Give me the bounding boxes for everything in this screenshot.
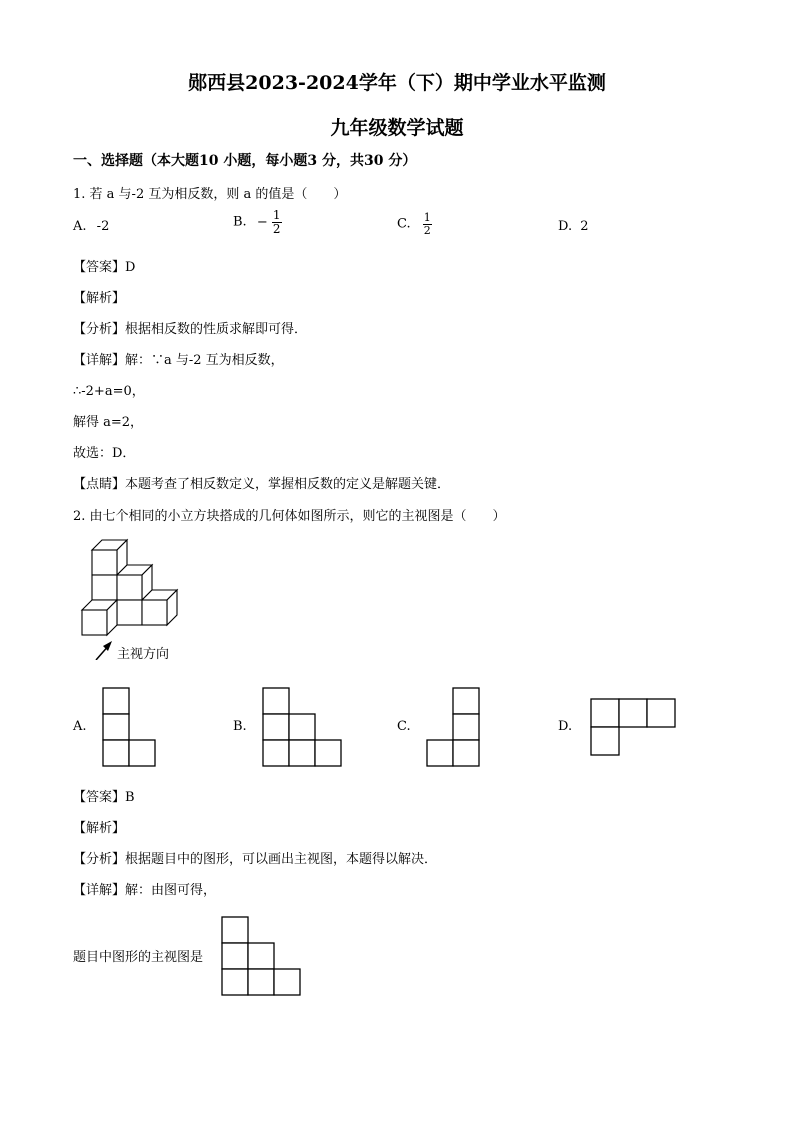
q2-answer: 【答案】B — [73, 790, 135, 805]
option-label: B. — [233, 214, 247, 230]
q2-option-b-figure — [262, 687, 342, 767]
q2-result-figure — [221, 916, 301, 996]
question-1-stem: 1. 若 a 与-2 互为相反数，则 a 的值是（ ） — [73, 187, 347, 202]
fraction-denominator: 2 — [272, 221, 281, 236]
q1-option-c — [397, 212, 432, 236]
q2-option-d-label: D. — [558, 719, 573, 734]
view-arrow-icon — [96, 641, 112, 660]
q1-analysis: 【分析】根据相反数的性质求解即可得． — [73, 322, 308, 337]
page-title: 郧西县2023-2024学年（下）期中学业水平监测 — [188, 72, 606, 94]
q1-step-2: 解得 a=2， — [73, 415, 144, 430]
q2-option-b-label: B. — [233, 719, 247, 734]
q1-option-b — [233, 209, 282, 235]
q2-option-d-figure — [590, 698, 678, 756]
q2-option-a-label: A. — [73, 719, 87, 734]
q1-comment: 【点睛】本题考查了相反数定义，掌握相反数的定义是解题关键． — [73, 477, 451, 492]
fraction — [272, 209, 282, 235]
option-label: D. — [558, 219, 573, 234]
option-value: 2 — [580, 219, 589, 234]
q2-detail: 【详解】解：由图可得， — [73, 883, 217, 898]
q2-option-c-label: C. — [397, 719, 411, 734]
fraction-numerator: 1 — [272, 208, 281, 222]
option-value: -2 — [96, 219, 110, 234]
view-direction-label: 主视方向 — [117, 647, 170, 662]
fraction-numerator: 1 — [423, 211, 431, 224]
q1-option-d — [558, 219, 589, 234]
q2-option-a-figure — [102, 687, 158, 767]
minus-sign: − — [256, 214, 268, 230]
q2-result-text: 题目中图形的主视图是 — [73, 950, 204, 965]
question-2-stem: 2. 由七个相同的小立方块搭成的几何体如图所示，则它的主视图是（ ） — [73, 509, 506, 524]
section-heading: 一、选择题（本大题10 小题，每小题3 分，共30 分） — [73, 153, 417, 169]
q1-detail: 【详解】解：∵a 与-2 互为相反数， — [73, 353, 284, 368]
cube-stack-figure — [78, 538, 188, 660]
fraction-denominator: 2 — [423, 223, 431, 237]
option-label: A. — [73, 219, 87, 234]
option-label: C. — [397, 216, 411, 232]
page-subtitle: 九年级数学试题 — [330, 117, 464, 139]
q2-option-c-figure — [426, 687, 482, 767]
q1-answer: 【答案】D — [73, 260, 136, 275]
fraction — [423, 212, 432, 236]
q1-step-1: ∴-2+a=0， — [73, 384, 145, 399]
q2-analysis: 【分析】根据题目中的图形，可以画出主视图，本题得以解决． — [73, 852, 438, 867]
q1-option-a — [73, 219, 109, 234]
q1-step-3: 故选：D． — [73, 446, 136, 461]
q1-analysis-label: 【解析】 — [73, 291, 126, 306]
q2-analysis-label: 【解析】 — [73, 821, 126, 836]
cube-front — [82, 600, 117, 635]
